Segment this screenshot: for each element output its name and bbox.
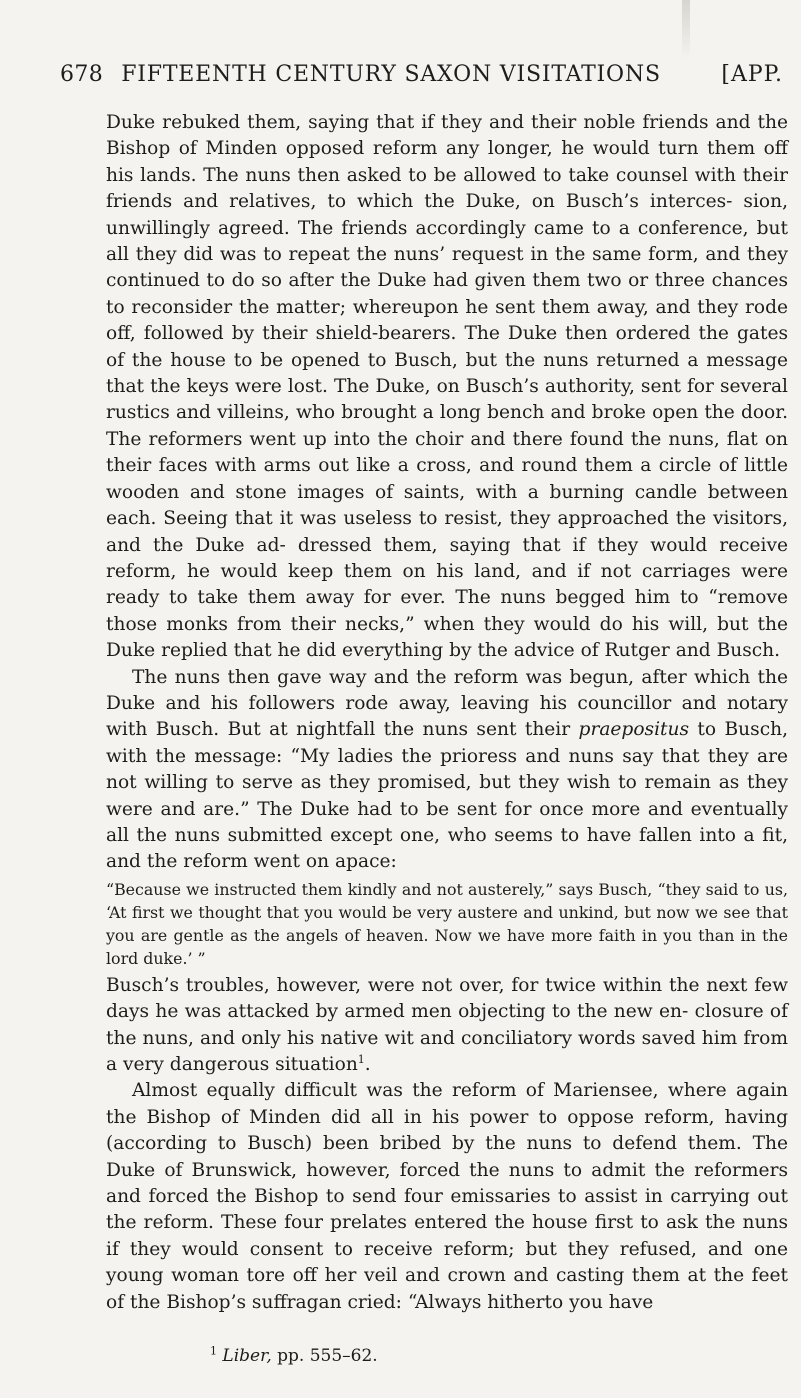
body-text — [106, 110, 788, 1316]
text-run: The nuns then gave way and the reform was begun, after which the Duke and his followers rode away, leaving his councillor and notary with Busch. But at nightfall the nuns sent their — [106, 666, 788, 741]
paragraph — [106, 973, 788, 1079]
footnote-ref[interactable]: 1 — [357, 1052, 365, 1066]
running-title: FIFTEENTH CENTURY SAXON VISITATIONS — [121, 62, 661, 87]
italic-term: praepositus — [578, 719, 690, 741]
scan-artifact — [682, 0, 690, 60]
footnote-pages: pp. 555–62. — [271, 1346, 378, 1366]
running-header — [60, 62, 783, 96]
footnote-mark: 1 — [210, 1344, 217, 1358]
section-marker: [APP. — [721, 62, 783, 87]
text-run: Busch’s troubles, however, were not over, for twice within the next few days he was attacked by armed men objecting to the new en- closure of the nuns, and only his native wit and conciliatory words saved him from a very dangerous situation — [106, 974, 788, 1075]
block-quote: “Because we instructed them kindly and not austerely,” says Busch, “they said to us, ‘At first we thought that you would be very austere and unkind, but now we see that you are gentle as the angels of heaven. Now we have more faith in you than in the lord duke.’ ” — [106, 879, 788, 968]
footnote-source: Liber, — [222, 1346, 272, 1366]
text-run: . — [364, 1054, 371, 1075]
footnote — [106, 1346, 801, 1366]
text-run: to Busch, with the message: “My ladies the prioress and nuns say that they are not willing to serve as they promised, but they wish to remain as they were and are.” The Duke had to be sent for once more and eventually all the nuns submitted except one, who seems to have fallen into a fit, and the reform went on apace: — [106, 719, 788, 873]
paragraph: Duke rebuked them, saying that if they and their noble friends and the Bishop of Minden opposed reform any longer, he would turn them off his lands. The nuns then asked to be allowed to take counsel with their friends and relatives, to which the Duke, on Busch’s interces- sion, unwillingly agreed. The friends accordingly came to a conference, but all they did was to repeat the nuns’ request in the same form, and they continued to do so after the Duke had given them two or three chances to reconsider the matter; whereupon he sent them away, and they rode off, followed by their shield-bearers. The Duke then ordered the gates of the house to be opened to Busch, but the nuns returned a message that the keys were lost. The Duke, on Busch’s authority, sent for several rustics and villeins, who brought a long bench and broke open the door. The reformers went up into the choir and there found the nuns, flat on their faces with arms out like a cross, and round them a circle of little wooden and stone images of saints, with a burning candle between each. Seeing that it was useless to resist, they approached the visitors, and the Duke ad- dressed them, saying that if they would receive reform, he would keep them on his land, and if not carriages were ready to take them away for ever. The nuns begged him to “remove those monks from their necks,” when they would do his will, but the Duke replied that he did everything by the advice of Rutger and Busch. — [106, 112, 788, 662]
page-number: 678 — [60, 62, 104, 87]
paragraph: Almost equally difficult was the reform of Mariensee, where again the Bishop of Minden did all in his power to oppose reform, having (according to Busch) been bribed by the nuns to defend them. The Duke of Brunswick, however, forced the nuns to admit the reformers and forced the Bishop to send four emissaries to assist in carrying out the reform. These four prelates entered the house first to ask the nuns if they would consent to receive reform; but they refused, and one young woman tore off her veil and crown and casting them at the feet of the Bishop’s suffragan cried: “Always hitherto you have — [106, 1080, 788, 1313]
paragraph — [106, 665, 788, 876]
